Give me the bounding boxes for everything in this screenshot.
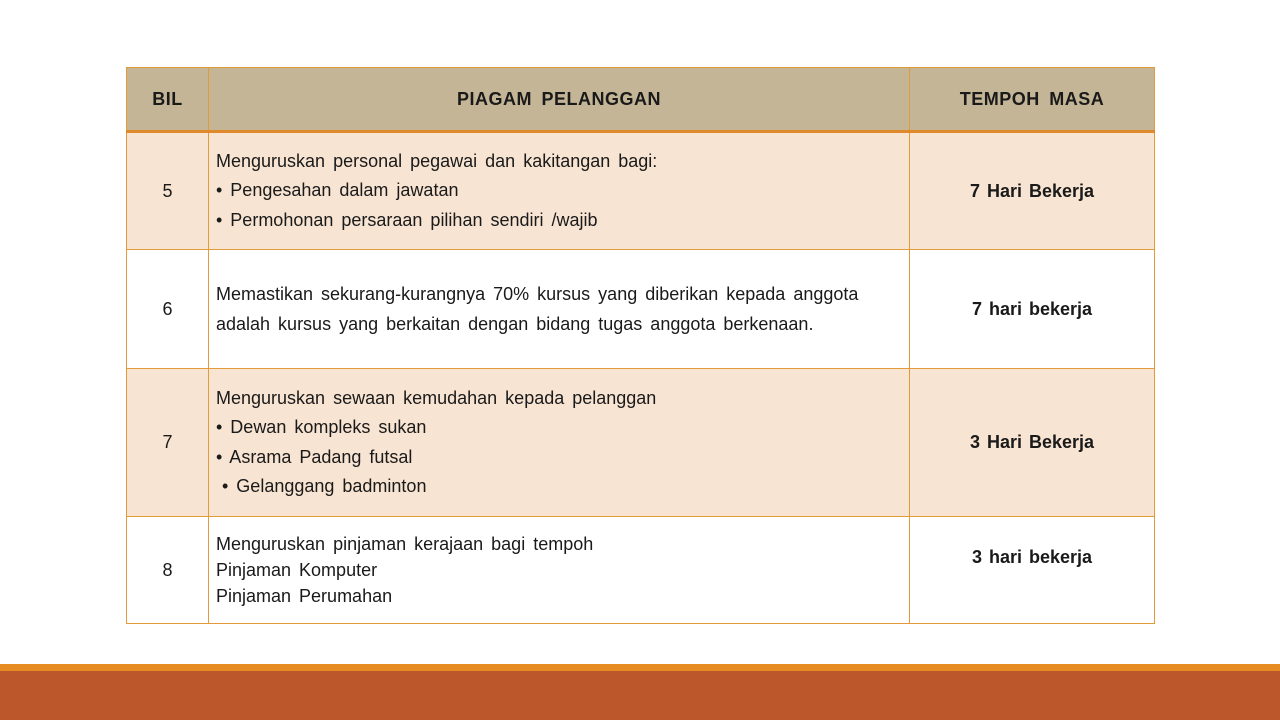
header-bil: BIL xyxy=(127,68,209,132)
table-row xyxy=(127,369,1155,517)
row-number: 6 xyxy=(127,250,209,369)
table-row xyxy=(127,132,1155,250)
bullet-item: • Asrama Padang futsal xyxy=(216,446,413,467)
row-number: 7 xyxy=(127,369,209,517)
charter-description xyxy=(209,250,910,369)
bullet-item: • Pengesahan dalam jawatan xyxy=(216,180,459,201)
footer-accent-line xyxy=(0,664,1280,671)
bullet-item: • Permohonan persaraan pilihan sendiri /wajib xyxy=(216,209,598,230)
duration-value: 7 Hari Bekerja xyxy=(910,132,1155,250)
duration-value: 3 Hari Bekerja xyxy=(910,369,1155,517)
description-line: Menguruskan pinjaman kerajaan bagi tempoh xyxy=(216,534,594,554)
description-line: Pinjaman Komputer xyxy=(216,560,378,580)
description-paragraph: Memastikan sekurang-kurangnya 70% kursus yang diberikan kepada anggota adalah kursus yang berkaitan dengan bidang tugas anggota berkenaan. xyxy=(216,284,859,334)
charter-description xyxy=(209,132,910,250)
bullet-item: • Dewan kompleks sukan xyxy=(216,417,427,437)
customer-charter-table xyxy=(126,67,1155,624)
table-header-row xyxy=(127,68,1155,132)
duration-value: 3 hari bekerja xyxy=(910,517,1155,624)
description-line: Pinjaman Perumahan xyxy=(216,586,393,606)
header-tempoh-masa: TEMPOH MASA xyxy=(910,68,1155,132)
description-line: Menguruskan personal pegawai dan kakitangan bagi: xyxy=(216,150,658,171)
table-row xyxy=(127,250,1155,369)
row-number: 5 xyxy=(127,132,209,250)
header-piagam-pelanggan: PIAGAM PELANGGAN xyxy=(209,68,910,132)
table-row xyxy=(127,517,1155,624)
charter-description xyxy=(209,369,910,517)
description-line: Menguruskan sewaan kemudahan kepada pelanggan xyxy=(216,387,657,408)
row-number: 8 xyxy=(127,517,209,624)
charter-description xyxy=(209,517,910,624)
duration-value: 7 hari bekerja xyxy=(910,250,1155,369)
bullet-item: • Gelanggang badminton xyxy=(222,476,427,496)
footer-band xyxy=(0,671,1280,720)
